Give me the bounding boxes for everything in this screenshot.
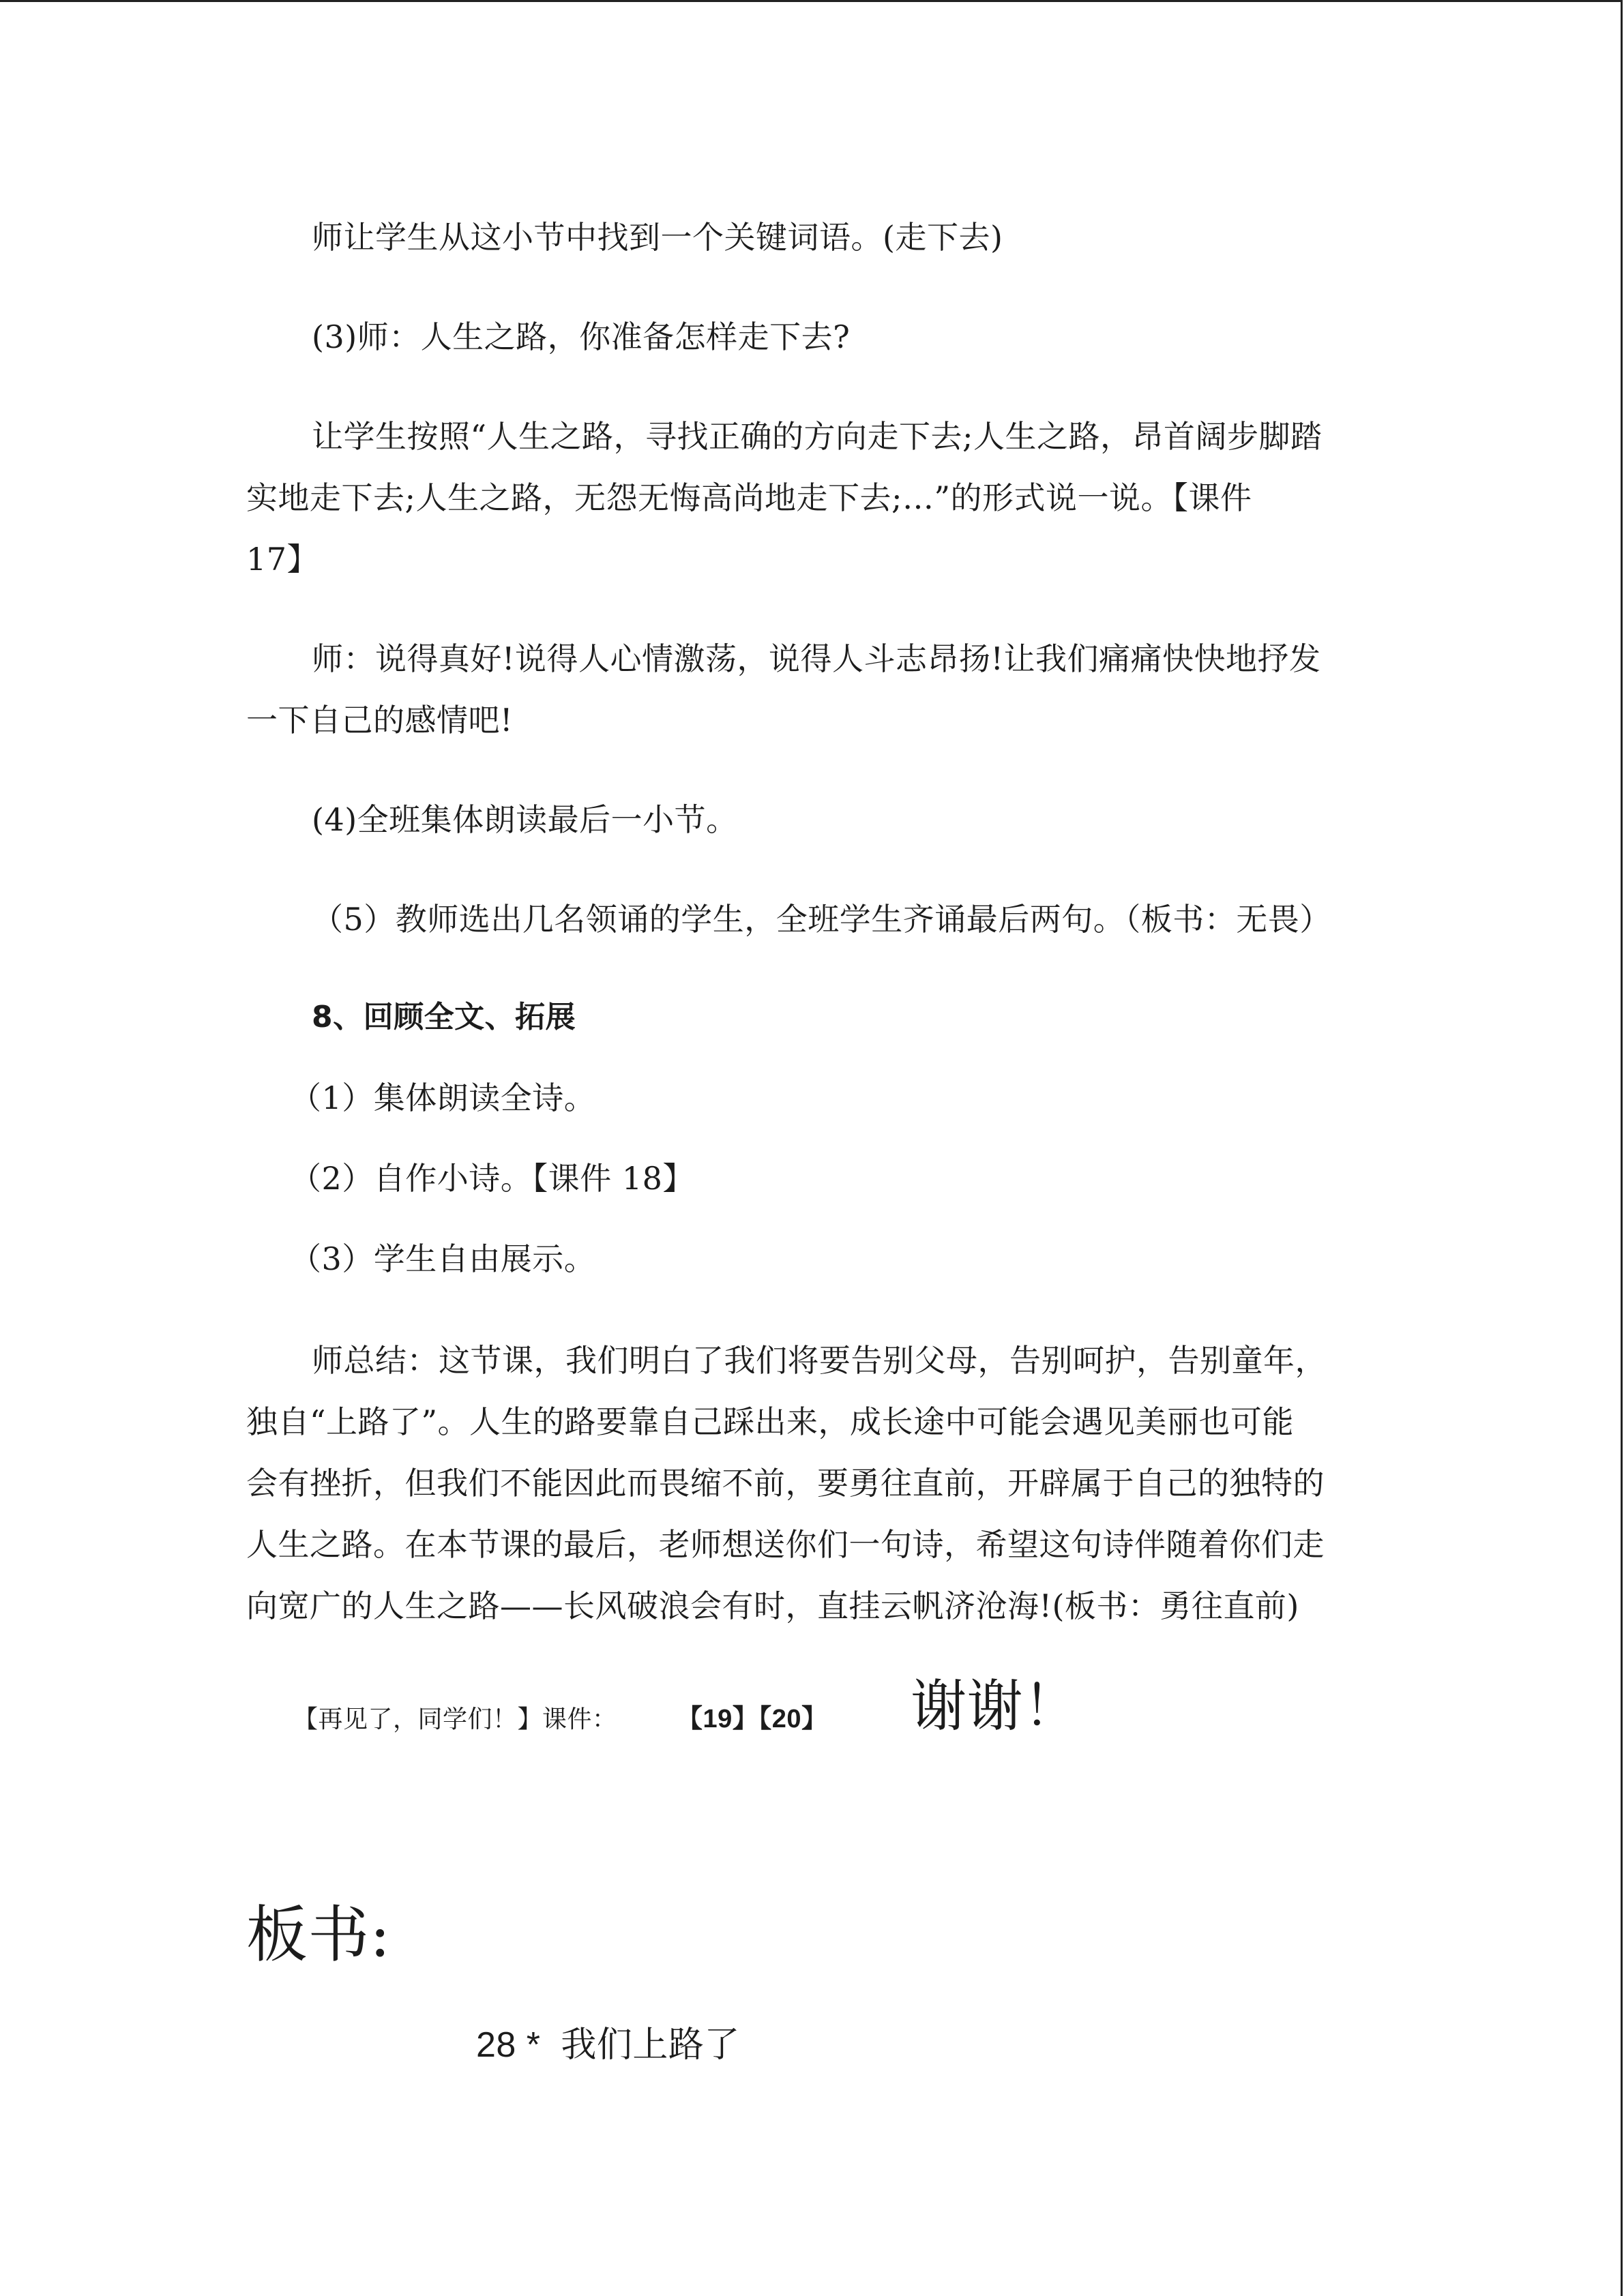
- paragraph-line: 师：说得真好!说得人心情激荡，说得人斗志昂扬!让我们痛痛快快地抒发: [312, 640, 1321, 677]
- summary-line: 独自“上路了”。人生的路要靠自己踩出来，成长途中可能会遇见美丽也可能: [246, 1403, 1295, 1440]
- paragraph-line: 实地走下去;人生之路，无怨无悔高尚地走下去;…”的形式说一说。【课件: [246, 479, 1252, 516]
- paragraph-line: (3)师：人生之路，你准备怎样走下去?: [312, 318, 851, 355]
- summary-line: 向宽广的人生之路——长风破浪会有时，直挂云帆济沧海!(板书：勇往直前): [246, 1587, 1299, 1624]
- board-label: 板书:: [246, 1899, 391, 1971]
- section-heading: 8、回顾全文、拓展: [312, 1000, 576, 1034]
- farewell-text: 【再见了，同学们！】课件：: [293, 1705, 617, 1733]
- thanks-text: 谢谢！: [911, 1674, 1080, 1739]
- paragraph-line: 17】: [246, 541, 319, 578]
- list-item: （2）自作小诗。【课件 18】: [290, 1160, 694, 1197]
- summary-line: 师总结：这节课，我们明白了我们将要告别父母，告别呵护，告别童年，: [312, 1342, 1327, 1379]
- paragraph-line: 让学生按照“人生之路，寻找正确的方向走下去;人生之路，昂首阔步脚踏: [312, 418, 1323, 455]
- paragraph-line: （5）教师选出几名领诵的学生，全班学生齐诵最后两句。（板书：无畏）: [312, 901, 1331, 938]
- list-item: （1）集体朗读全诗。: [290, 1079, 596, 1116]
- summary-line: 人生之路。在本节课的最后，老师想送你们一句诗，希望这句诗伴随着你们走: [246, 1526, 1325, 1563]
- paragraph-line: 师让学生从这小节中找到一个关键词语。(走下去): [312, 219, 1003, 256]
- paragraph-line: 一下自己的感情吧!: [246, 702, 513, 739]
- board-title: 28 * 我们上路了: [476, 2025, 740, 2065]
- summary-line: 会有挫折，但我们不能因此而畏缩不前，要勇往直前，开辟属于自己的独特的: [246, 1465, 1325, 1502]
- list-item: （3）学生自由展示。: [290, 1240, 596, 1277]
- slide-numbers: 【19】【20】: [677, 1705, 828, 1733]
- paragraph-line: (4)全班集体朗读最后一小节。: [312, 801, 738, 838]
